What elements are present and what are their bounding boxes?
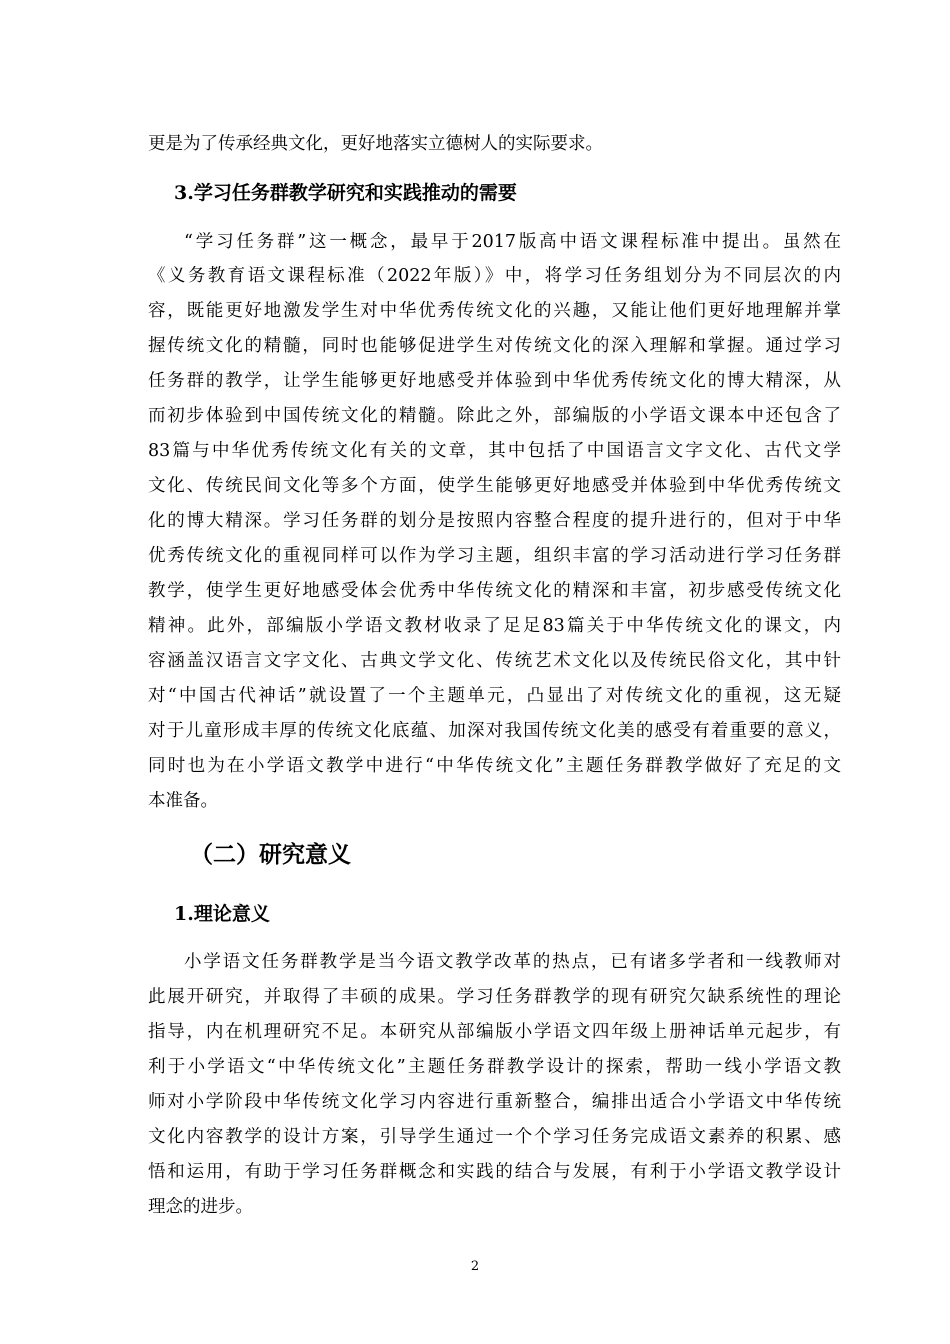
theory-line: 此展开研究，并取得了丰硕的成果。学习任务群教学的现有研究欠缺系统性的理论 <box>148 987 841 1007</box>
section-3-line: 优秀传统文化的重视同样可以作为学习主题，组织丰富的学习活动进行学习任务群 <box>148 546 841 566</box>
section-3-line: 而初步体验到中国传统文化的精髓。除此之外，部编版的小学语文课本中还包含了 <box>148 406 841 426</box>
intro-line: 更是为了传承经典文化，更好地落实立德树人的实际要求。 <box>148 134 603 154</box>
section-3-line: 文化、传统民间文化等多个方面，使学生能够更好地感受并体验到中华优秀传统文 <box>148 476 841 496</box>
section-3-line: 《义务教育语文课程标准（2022年版）》中，将学习任务组划分为不同层次的内 <box>148 266 841 286</box>
section-3-line: 教学，使学生更好地感受体会优秀中华传统文化的精深和丰富，初步感受传统文化 <box>148 581 841 601</box>
section-3-line: 容涵盖汉语言文字文化、古典文学文化、传统艺术文化以及传统民俗文化，其中针 <box>148 651 841 671</box>
section-3-line: 对于儿童形成丰厚的传统文化底蕴、加深对我国传统文化美的感受有着重要的意义， <box>148 721 841 741</box>
section-3-line: 任务群的教学，让学生能够更好地感受并体验到中华优秀传统文化的博大精深，从 <box>148 371 841 391</box>
theory-line: 指导，内在机理研究不足。本研究从部编版小学语文四年级上册神话单元起步，有 <box>148 1022 841 1042</box>
theory-line: 理念的进步。 <box>148 1197 253 1217</box>
theory-line: 小学语文任务群教学是当今语文教学改革的热点，已有诸多学者和一线教师对 <box>184 952 841 972</box>
theory-line: 师对小学阶段中华传统文化学习内容进行重新整合，编排出适合小学语文中华传统 <box>148 1092 841 1112</box>
theory-heading: 1.理论意义 <box>174 903 270 925</box>
theory-line: 利于小学语文“中华传统文化”主题任务群教学设计的探索，帮助一线小学语文教 <box>148 1057 841 1077</box>
section-3-heading: 3.学习任务群教学研究和实践推动的需要 <box>174 182 517 204</box>
section-two-heading: （二）研究意义 <box>190 841 351 868</box>
section-3-line: 精神。此外，部编版小学语文教材收录了足足83篇关于中华传统文化的课文，内 <box>148 616 841 636</box>
page-number: 2 <box>470 1259 480 1274</box>
section-3-line: 同时也为在小学语文教学中进行“中华传统文化”主题任务群教学做好了充足的文 <box>148 756 841 776</box>
section-3-line: 握传统文化的精髓，同时也能够促进学生对传统文化的深入理解和掌握。通过学习 <box>148 336 841 356</box>
theory-line: 悟和运用，有助于学习任务群概念和实践的结合与发展，有利于小学语文教学设计 <box>148 1162 841 1182</box>
section-3-line: 83篇与中华优秀传统文化有关的文章，其中包括了中国语言文字文化、古代文学 <box>148 441 841 461</box>
theory-line: 文化内容教学的设计方案，引导学生通过一个个学习任务完成语文素养的积累、感 <box>148 1127 841 1147</box>
section-3-line: 化的博大精深。学习任务群的划分是按照内容整合程度的提升进行的，但对于中华 <box>148 511 841 531</box>
section-3-line: 容，既能更好地激发学生对中华优秀传统文化的兴趣，又能让他们更好地理解并掌 <box>148 301 841 321</box>
section-3-line: “学习任务群”这一概念，最早于2017版高中语文课程标准中提出。虽然在 <box>184 232 841 252</box>
section-3-line: 对“中国古代神话”就设置了一个主题单元，凸显出了对传统文化的重视，这无疑 <box>148 686 841 706</box>
section-3-line: 本准备。 <box>148 791 218 811</box>
